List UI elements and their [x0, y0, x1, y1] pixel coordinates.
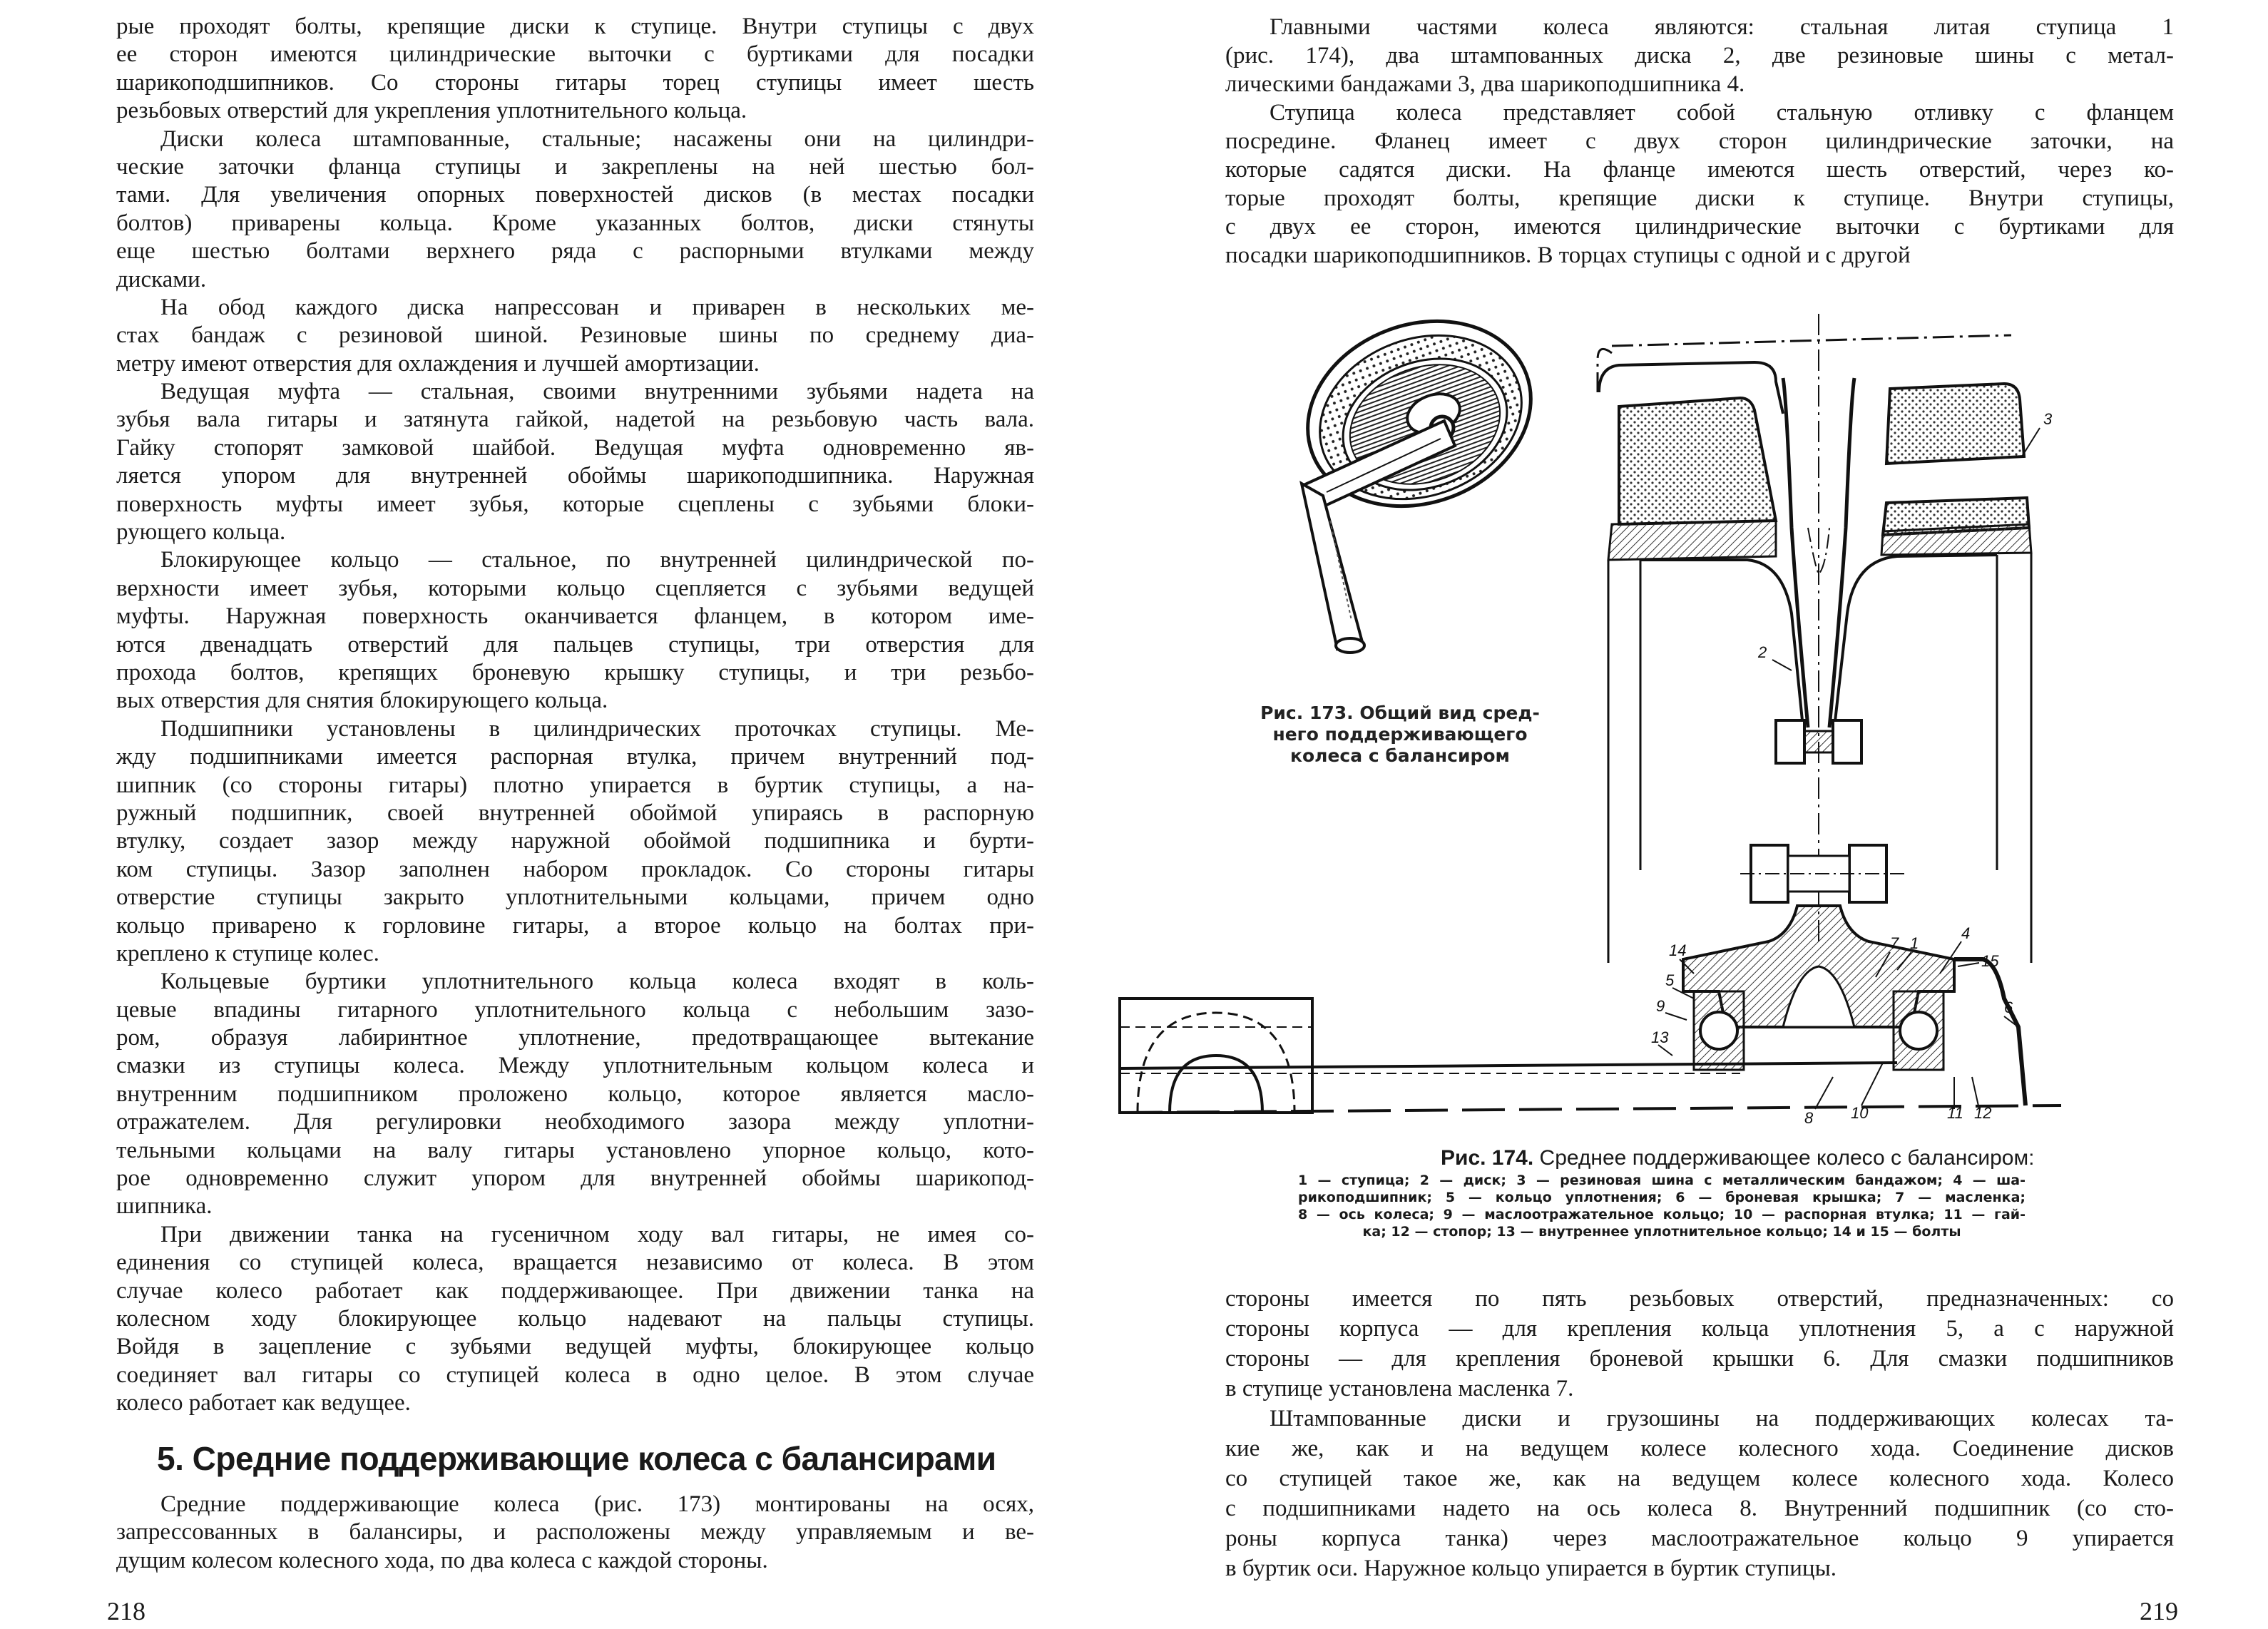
- text-line: метру имеют отверстия для охлаждения и лучшей амортизации.: [116, 350, 760, 377]
- text-line: в ступице установлена масленка 7.: [1225, 1376, 1574, 1401]
- label-2: 2: [1758, 643, 1767, 661]
- text-line: кие же, как и на ведущем колесе колесного хода. Соединение дисков: [1225, 1436, 2174, 1461]
- armor-cover: [1954, 959, 2026, 1105]
- text-line: соединяет вал гитары со ступицей колеса в одно целое. В этом случае: [116, 1362, 1034, 1388]
- figure-173-caption-line: колеса с балансиром: [1290, 745, 1510, 766]
- lower-bolt: [1740, 845, 1904, 902]
- text-line: зубья вала гитары и затянута гайкой, надетой на резьбовую часть вала.: [116, 407, 1034, 433]
- text-line: При движении танка на гусеничном ходу вал гитары, не имея со-: [160, 1221, 1034, 1247]
- text-line: лическими бандажами 3, два шарикоподшипника 4.: [1225, 71, 1745, 97]
- legend-line: ка; 12 — стопор; 13 — внутреннее уплотнительное кольцо; 14 и 15 — болты: [1362, 1224, 1961, 1240]
- page-number-right: 219: [2140, 1597, 2178, 1625]
- text-line: в буртик оси. Наружное кольцо упирается в буртик ступицы.: [1225, 1556, 1837, 1581]
- text-line: стах бандаж с резиновой шиной. Резиновые шины по среднему диа-: [116, 322, 1034, 349]
- right-page: [1134, 0, 2268, 1629]
- figure-174-drawing: [1284, 314, 2211, 1127]
- right-bottom-text: [1225, 1284, 2174, 1583]
- text-line: со ступицей такое же, как на ведущем колесе колесного хода. Колесо: [1225, 1466, 2174, 1491]
- label-1: 1: [1910, 934, 1919, 952]
- text-line: единения со ступицей колеса, вращается независимо от колеса. В этом: [116, 1250, 1034, 1276]
- label-15: 15: [1981, 952, 1999, 970]
- text-line: Подшипники установлены в цилиндрических проточках ступицы. Ме-: [160, 715, 1034, 742]
- text-line: внутренним подшипником проложено кольцо, которое является масло-: [116, 1081, 1034, 1107]
- text-line: Ступица колеса представляет собой стальную отливку с фланцем: [1270, 100, 2174, 126]
- text-line: верхности имеет зубья, которыми кольцо сцепляется с зубьями ведущей: [116, 575, 1034, 601]
- text-line: отверстие ступицы закрыто уплотнительными кольцами, причем одно: [116, 884, 1034, 911]
- text-line: кольцо приварено к горловине гитары, а второе кольцо на болтах при-: [116, 912, 1034, 939]
- text-line: стороны — для крепления броневой крышки 6. Для смазки подшипников: [1225, 1346, 2174, 1372]
- text-line: дущим колесом колесного хода, по два колеса с каждой стороны.: [116, 1547, 768, 1573]
- label-13: 13: [1651, 1028, 1669, 1046]
- legend-line: рикоподшипник; 5 — кольцо уплотнения; 6 — броневая крышка; 7 — масленка;: [1298, 1190, 2026, 1205]
- text-line: шипник (со стороны гитары) плотно упирается в буртик ступицы, а на-: [116, 772, 1034, 798]
- text-line: ческие заточки фланца ступицы и закреплены на ней шестью бол-: [116, 153, 1034, 180]
- label-7: 7: [1890, 934, 1899, 952]
- text-line: дисками.: [116, 266, 207, 292]
- text-line: отражателем. Для регулировки необходимого зазора между уплотни-: [116, 1109, 1034, 1135]
- text-line: ляется упором для внутренней обоймы шарикоподшипника. Наружная: [116, 463, 1034, 489]
- text-line: креплено к ступице колес.: [116, 940, 379, 966]
- text-line: которые садятся диски. На фланце имеются шесть отверстий, через ко-: [1225, 157, 2174, 183]
- text-line: посадки шарикоподшипников. В торцах ступицы с одной и с другой: [1225, 242, 1911, 268]
- left-tire: [1599, 362, 1783, 560]
- figure-174-legend: [1298, 1172, 2026, 1240]
- figure-174-number: Рис. 174.: [1441, 1146, 1534, 1170]
- text-line: ружный подшипник, своей внутренней обоймой упираясь в распорную: [116, 800, 1034, 826]
- text-line: поверхность муфты имеет зубья, которые сцеплены с зубьями блоки-: [116, 491, 1034, 517]
- text-line: ее сторон имеются цилиндрические выточки с буртиками для посадки: [116, 41, 1034, 68]
- text-line: посредине. Фланец имеет с двух сторон цилиндрические заточки, на: [1225, 128, 2174, 154]
- text-line: шарикоподшипников. Со стороны гитары торец ступицы имеет шесть: [116, 69, 1034, 96]
- right-top-text: [1225, 13, 2174, 270]
- text-line: Кольцевые буртики уплотнительного кольца колеса входят в коль-: [160, 969, 1034, 995]
- text-line: колесо работает как ведущее.: [116, 1390, 411, 1416]
- text-line: Штампованные диски и грузошины на поддерживающих колесах та-: [1270, 1406, 2174, 1431]
- text-line: (рис. 174), два штампованных диска 2, две резиновые шины с метал-: [1225, 43, 2174, 68]
- text-line: с двух ее сторон, имеются цилиндрические выточки с буртиками для: [1225, 214, 2174, 240]
- label-6: 6: [2004, 999, 2013, 1016]
- text-line: смазки из ступицы колеса. Между уплотнительным кольцом колеса и: [116, 1053, 1034, 1079]
- text-line: роны корпуса танка) через маслоотражательное кольцо 9 упирается: [1225, 1526, 2174, 1551]
- label-5: 5: [1665, 971, 1675, 989]
- text-line: Диски колеса штампованные, стальные; насажены они на цилиндри-: [160, 126, 1034, 152]
- right-tire: [1881, 384, 2031, 555]
- label-10: 10: [1851, 1104, 1869, 1122]
- figure-173-caption-line: Рис. 173. Общий вид сред-: [1260, 703, 1540, 723]
- text-line: муфты. Наружная поверхность оканчивается фланцем, в котором име-: [116, 603, 1034, 630]
- left-body-text: [116, 13, 1034, 1418]
- text-line: рое одновременно служит упором для внутренней обоймы шарикопод-: [116, 1165, 1034, 1192]
- figure-173-caption-line: него поддерживающего: [1272, 724, 1528, 745]
- text-line: Гайку стопорят замковой шайбой. Ведущая муфта одновременно яв-: [116, 434, 1034, 461]
- text-line: запрессованных в балансиры, и расположены между управляемым и ве-: [116, 1519, 1034, 1546]
- text-line: случае колесо работает как поддерживающее. При движении танка на: [116, 1277, 1034, 1304]
- text-line: Средние поддерживающие колеса (рис. 173) монтированы на осях,: [160, 1491, 1034, 1517]
- figure-174-title-text: Среднее поддерживающее колесо с балансиром:: [1539, 1146, 2035, 1170]
- text-line: с подшипниками надето на ось колеса 8. Внутренний подшипник (со сто-: [1225, 1496, 2174, 1521]
- text-line: вых отверстия для снятия блокирующего кольца.: [116, 688, 608, 714]
- text-line: стороны имеется по пять резьбовых отверстий, предназначенных: со: [1225, 1286, 2174, 1312]
- text-line: Блокирующее кольцо — стальное, по внутренней цилиндрической по-: [160, 547, 1034, 573]
- page-number-left: 218: [107, 1597, 145, 1625]
- section-heading: 5. Средние поддерживающие колеса с балансирами: [157, 1440, 996, 1477]
- text-line: болтов) приварены кольца. Кроме указанных болтов, диски стянуты: [116, 210, 1034, 236]
- text-line: Главными частями колеса являются: стальная литая ступица 1: [1270, 14, 2174, 40]
- text-line: колесном ходу блокирующее кольцо надевают на пальцы ступицы.: [116, 1305, 1034, 1332]
- text-line: На обод каждого диска напрессован и приварен в нескольких ме-: [160, 294, 1034, 320]
- text-line: рующего кольца.: [116, 519, 286, 546]
- label-9: 9: [1656, 997, 1665, 1015]
- figure-174-caption-title: [1441, 1146, 2034, 1170]
- legend-line: 8 — ось колеса; 9 — маслоотражательное кольцо; 10 — распорная втулка; 11 — гай-: [1298, 1207, 2026, 1222]
- label-12: 12: [1974, 1104, 1992, 1122]
- text-line: жду подшипниками имеется распорная втулка, причем внутренний под-: [116, 744, 1034, 770]
- text-line: ком ступицы. Зазор заполнен набором прокладок. Со стороны гитары: [116, 856, 1034, 882]
- text-line: ром, образуя лабиринтное уплотнение, предотвращающее вытекание: [116, 1025, 1034, 1051]
- text-line: еще шестью болтами верхнего ряда с распорными втулками между: [116, 238, 1034, 265]
- text-line: тами. Для увеличения опорных поверхностей дисков (в местах посадки: [116, 182, 1034, 208]
- label-14: 14: [1669, 941, 1687, 959]
- text-line: рые проходят болты, крепящие диски к ступице. Внутри ступицы с двух: [116, 14, 1034, 39]
- text-line: ются двенадцать отверстий для пальцев ступицы, три отверстия для: [116, 631, 1034, 658]
- text-line: Войдя в зацепление с зубьями ведущей муфты, блокирующее кольцо: [116, 1334, 1034, 1360]
- text-line: тельными кольцами на валу гитары установлено упорное кольцо, кото-: [116, 1137, 1034, 1163]
- label-4: 4: [1961, 924, 1971, 942]
- label-3: 3: [2043, 410, 2053, 428]
- text-line: Ведущая муфта — стальная, своими внутренними зубьями надета на: [160, 379, 1034, 405]
- section-paragraph: [116, 1491, 1034, 1575]
- text-line: цевые впадины гитарного уплотнительного кольца с небольшим зазо-: [116, 996, 1034, 1023]
- text-line: шипника.: [116, 1193, 213, 1220]
- label-8: 8: [1804, 1109, 1814, 1127]
- text-line: прохода болтов, крепящих броневую крышку ступицы, и три резьбо-: [116, 659, 1034, 685]
- text-line: втулку, создает зазор между наружной обоймой подшипника и бурти-: [116, 828, 1034, 854]
- text-line: резьбовых отверстий для укрепления уплотнительного кольца.: [116, 98, 747, 124]
- legend-line: 1 — ступица; 2 — диск; 3 — резиновая шина с металлическим бандажом; 4 — ша-: [1298, 1173, 2026, 1188]
- text-line: торые проходят болты, крепящие диски к ступице. Внутри ступицы,: [1225, 185, 2174, 211]
- label-11: 11: [1947, 1104, 1963, 1122]
- text-line: стороны корпуса — для крепления кольца уплотнения 5, а с наружной: [1225, 1316, 2174, 1342]
